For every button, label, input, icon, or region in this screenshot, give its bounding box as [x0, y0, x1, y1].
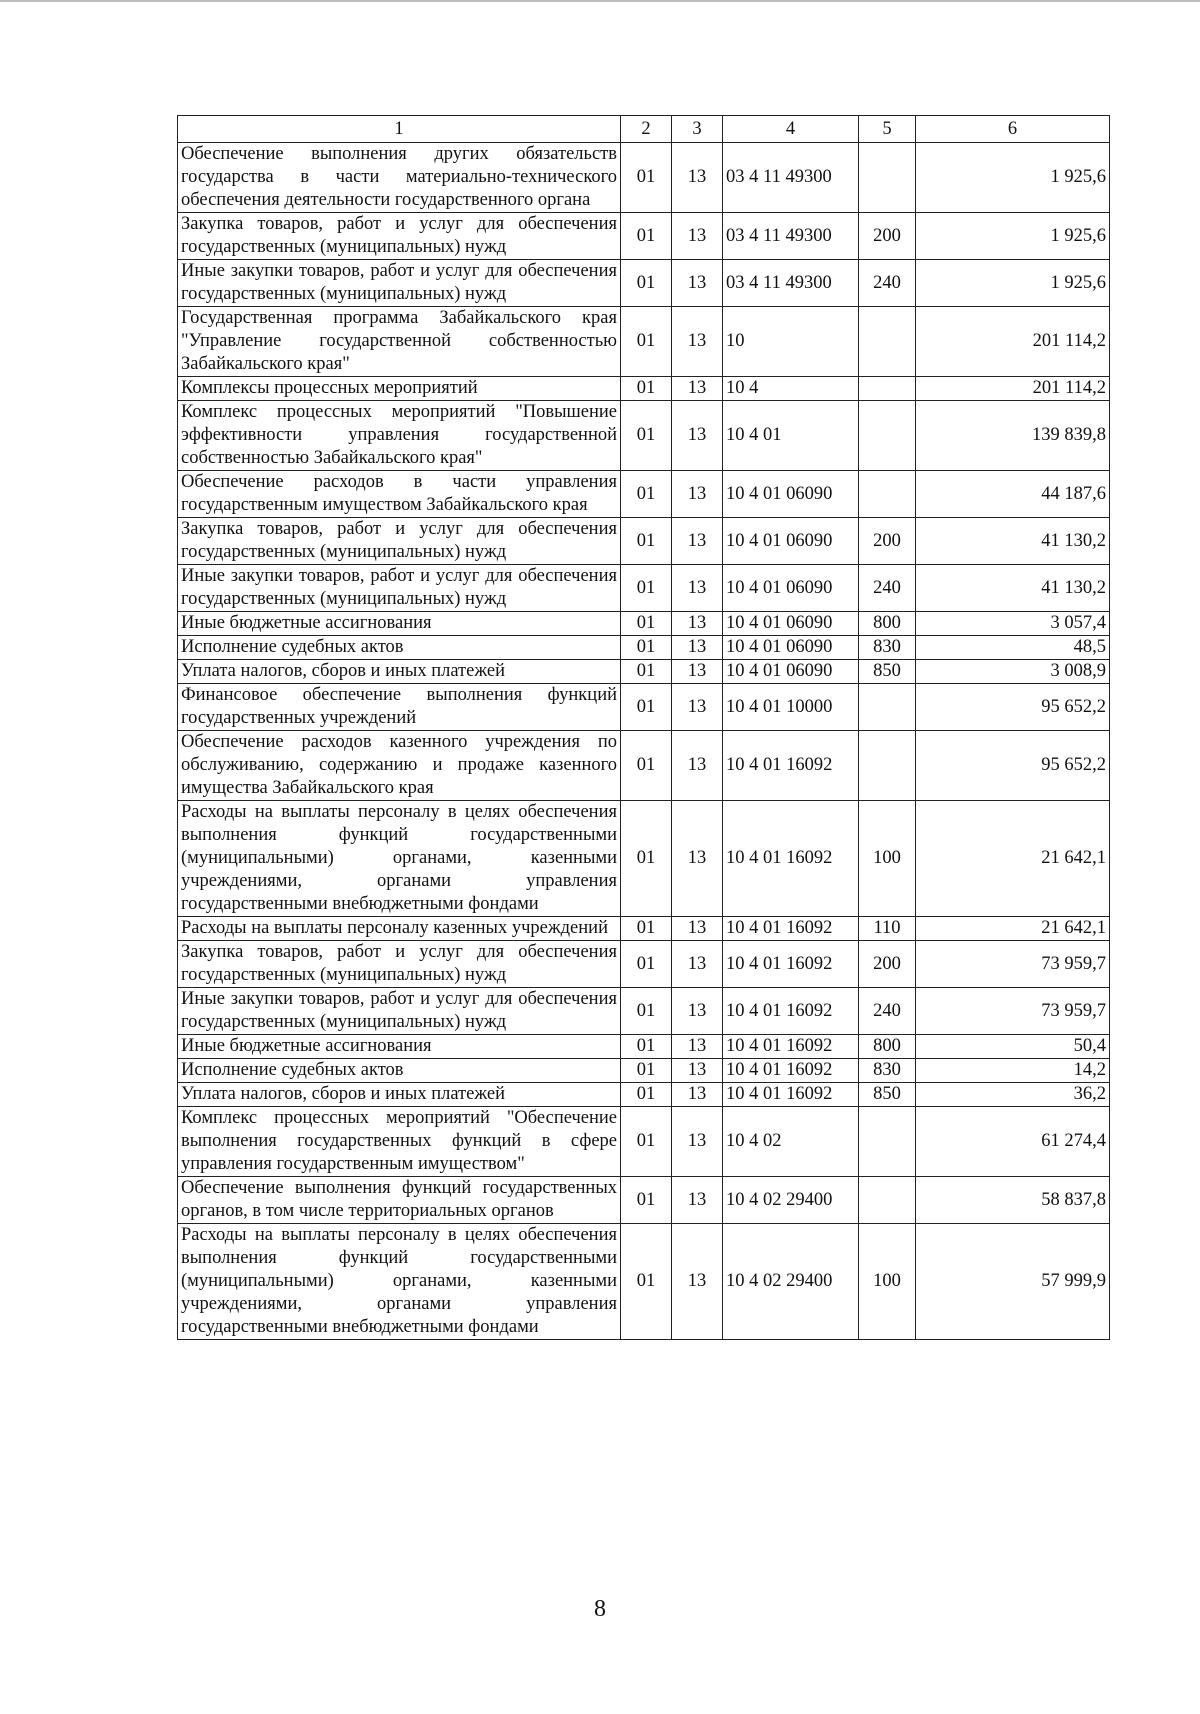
expense-name-cell: Закупка товаров, работ и услуг для обеспечения государственных (муниципальных) нужд [178, 941, 621, 988]
section-code-cell: 01 [621, 612, 672, 636]
section-code-cell: 01 [621, 1035, 672, 1059]
table-row [178, 988, 1110, 1035]
section-code-cell: 01 [621, 307, 672, 377]
expense-type-cell: 830 [859, 636, 916, 660]
column-header: 2 [621, 116, 672, 143]
target-article-cell: 10 4 01 06090 [723, 518, 859, 565]
table-row [178, 260, 1110, 307]
subsection-code-cell: 13 [672, 143, 723, 213]
expense-type-cell: 240 [859, 988, 916, 1035]
target-article-cell: 10 4 01 16092 [723, 1083, 859, 1107]
target-article-cell: 10 4 01 16092 [723, 941, 859, 988]
target-article-cell: 10 4 01 06090 [723, 660, 859, 684]
table-row [178, 660, 1110, 684]
table-body [178, 143, 1110, 1340]
expense-type-cell: 800 [859, 1035, 916, 1059]
table-row [178, 1224, 1110, 1340]
table-row [178, 684, 1110, 731]
expense-type-cell: 200 [859, 518, 916, 565]
subsection-code-cell: 13 [672, 377, 723, 401]
column-header: 4 [723, 116, 859, 143]
expense-name-cell: Комплексы процессных мероприятий [178, 377, 621, 401]
table-row [178, 731, 1110, 801]
target-article-cell: 03 4 11 49300 [723, 260, 859, 307]
amount-cell: 1 925,6 [916, 213, 1110, 260]
expense-name-cell: Исполнение судебных актов [178, 1059, 621, 1083]
amount-cell: 44 187,6 [916, 471, 1110, 518]
target-article-cell: 10 4 01 16092 [723, 1059, 859, 1083]
expense-type-cell [859, 1107, 916, 1177]
section-code-cell: 01 [621, 1177, 672, 1224]
table-row [178, 612, 1110, 636]
subsection-code-cell: 13 [672, 565, 723, 612]
subsection-code-cell: 13 [672, 801, 723, 917]
expense-name-cell: Закупка товаров, работ и услуг для обеспечения государственных (муниципальных) нужд [178, 213, 621, 260]
expense-type-cell [859, 1177, 916, 1224]
table-row [178, 471, 1110, 518]
expense-name-cell: Иные бюджетные ассигнования [178, 612, 621, 636]
expense-type-cell: 200 [859, 213, 916, 260]
amount-cell: 61 274,4 [916, 1107, 1110, 1177]
target-article-cell: 10 4 01 10000 [723, 684, 859, 731]
expense-name-cell: Закупка товаров, работ и услуг для обеспечения государственных (муниципальных) нужд [178, 518, 621, 565]
expense-name-cell: Расходы на выплаты персоналу казенных учреждений [178, 917, 621, 941]
section-code-cell: 01 [621, 1107, 672, 1177]
amount-cell: 1 925,6 [916, 260, 1110, 307]
expense-name-cell: Исполнение судебных актов [178, 636, 621, 660]
section-code-cell: 01 [621, 377, 672, 401]
subsection-code-cell: 13 [672, 1035, 723, 1059]
expense-type-cell: 240 [859, 565, 916, 612]
expense-type-cell: 240 [859, 260, 916, 307]
target-article-cell: 10 4 01 16092 [723, 801, 859, 917]
subsection-code-cell: 13 [672, 260, 723, 307]
target-article-cell: 10 4 01 [723, 401, 859, 471]
amount-cell: 41 130,2 [916, 518, 1110, 565]
expense-name-cell: Комплекс процессных мероприятий "Повышение эффективности управления государственной собственностью Забайкальского края" [178, 401, 621, 471]
table-row [178, 213, 1110, 260]
amount-cell: 48,5 [916, 636, 1110, 660]
subsection-code-cell: 13 [672, 731, 723, 801]
table-row [178, 565, 1110, 612]
amount-cell: 50,4 [916, 1035, 1110, 1059]
subsection-code-cell: 13 [672, 941, 723, 988]
target-article-cell: 10 4 01 06090 [723, 636, 859, 660]
budget-table [177, 115, 1110, 1340]
expense-type-cell: 200 [859, 941, 916, 988]
target-article-cell: 10 4 02 29400 [723, 1177, 859, 1224]
table-row [178, 801, 1110, 917]
table-row [178, 917, 1110, 941]
table-row [178, 1059, 1110, 1083]
subsection-code-cell: 13 [672, 684, 723, 731]
target-article-cell: 10 4 01 16092 [723, 1035, 859, 1059]
target-article-cell: 03 4 11 49300 [723, 213, 859, 260]
expense-type-cell: 110 [859, 917, 916, 941]
expense-type-cell: 850 [859, 660, 916, 684]
section-code-cell: 01 [621, 801, 672, 917]
amount-cell: 1 925,6 [916, 143, 1110, 213]
expense-name-cell: Иные закупки товаров, работ и услуг для обеспечения государственных (муниципальных) нужд [178, 260, 621, 307]
section-code-cell: 01 [621, 143, 672, 213]
table-row [178, 377, 1110, 401]
section-code-cell: 01 [621, 731, 672, 801]
expense-name-cell: Обеспечение выполнения функций государственных органов, в том числе территориальных органов [178, 1177, 621, 1224]
subsection-code-cell: 13 [672, 917, 723, 941]
table-row [178, 518, 1110, 565]
table-row [178, 1107, 1110, 1177]
section-code-cell: 01 [621, 565, 672, 612]
amount-cell: 139 839,8 [916, 401, 1110, 471]
target-article-cell: 10 4 02 [723, 1107, 859, 1177]
target-article-cell: 10 [723, 307, 859, 377]
amount-cell: 41 130,2 [916, 565, 1110, 612]
target-article-cell: 10 4 01 06090 [723, 471, 859, 518]
target-article-cell: 10 4 [723, 377, 859, 401]
expense-name-cell: Уплата налогов, сборов и иных платежей [178, 1083, 621, 1107]
table-row [178, 401, 1110, 471]
section-code-cell: 01 [621, 660, 672, 684]
amount-cell: 14,2 [916, 1059, 1110, 1083]
amount-cell: 73 959,7 [916, 941, 1110, 988]
expense-name-cell: Обеспечение расходов казенного учреждения по обслуживанию, содержанию и продаже казенного имущества Забайкальского края [178, 731, 621, 801]
section-code-cell: 01 [621, 260, 672, 307]
amount-cell: 201 114,2 [916, 377, 1110, 401]
amount-cell: 21 642,1 [916, 801, 1110, 917]
expense-type-cell [859, 684, 916, 731]
table-row [178, 1177, 1110, 1224]
subsection-code-cell: 13 [672, 1107, 723, 1177]
amount-cell: 95 652,2 [916, 684, 1110, 731]
expense-name-cell: Финансовое обеспечение выполнения функций государственных учреждений [178, 684, 621, 731]
column-header: 5 [859, 116, 916, 143]
subsection-code-cell: 13 [672, 518, 723, 565]
subsection-code-cell: 13 [672, 1177, 723, 1224]
section-code-cell: 01 [621, 213, 672, 260]
expense-type-cell [859, 377, 916, 401]
expense-type-cell: 800 [859, 612, 916, 636]
page-number: 8 [594, 1596, 606, 1622]
subsection-code-cell: 13 [672, 1224, 723, 1340]
expense-name-cell: Обеспечение расходов в части управления государственным имуществом Забайкальского края [178, 471, 621, 518]
expense-name-cell: Комплекс процессных мероприятий "Обеспечение выполнения государственных функций в сфере управления государственным имуществом" [178, 1107, 621, 1177]
expense-name-cell: Государственная программа Забайкальского края "Управление государственной собственностью Забайкальского края" [178, 307, 621, 377]
amount-cell: 57 999,9 [916, 1224, 1110, 1340]
expense-name-cell: Иные закупки товаров, работ и услуг для обеспечения государственных (муниципальных) нужд [178, 988, 621, 1035]
section-code-cell: 01 [621, 684, 672, 731]
column-header: 6 [916, 116, 1110, 143]
subsection-code-cell: 13 [672, 471, 723, 518]
column-header: 1 [178, 116, 621, 143]
amount-cell: 3 008,9 [916, 660, 1110, 684]
section-code-cell: 01 [621, 988, 672, 1035]
expense-type-cell: 100 [859, 1224, 916, 1340]
expense-name-cell: Уплата налогов, сборов и иных платежей [178, 660, 621, 684]
expense-name-cell: Обеспечение выполнения других обязательств государства в части материально-технического обеспечения деятельности государственного органа [178, 143, 621, 213]
page-top-edge [0, 0, 1200, 2]
table-row [178, 1083, 1110, 1107]
subsection-code-cell: 13 [672, 213, 723, 260]
expense-name-cell: Расходы на выплаты персоналу в целях обеспечения выполнения функций государственными (муниципальными) органами, казенными учреждениями, органами управления государственными внебюджетными фондами [178, 1224, 621, 1340]
section-code-cell: 01 [621, 518, 672, 565]
table-row [178, 307, 1110, 377]
expense-type-cell: 850 [859, 1083, 916, 1107]
subsection-code-cell: 13 [672, 660, 723, 684]
expense-type-cell [859, 731, 916, 801]
amount-cell: 58 837,8 [916, 1177, 1110, 1224]
subsection-code-cell: 13 [672, 612, 723, 636]
target-article-cell: 10 4 01 16092 [723, 988, 859, 1035]
target-article-cell: 10 4 01 06090 [723, 565, 859, 612]
section-code-cell: 01 [621, 1083, 672, 1107]
section-code-cell: 01 [621, 1059, 672, 1083]
expense-type-cell [859, 401, 916, 471]
table-row [178, 143, 1110, 213]
expense-type-cell: 830 [859, 1059, 916, 1083]
subsection-code-cell: 13 [672, 988, 723, 1035]
target-article-cell: 03 4 11 49300 [723, 143, 859, 213]
expense-name-cell: Иные бюджетные ассигнования [178, 1035, 621, 1059]
section-code-cell: 01 [621, 1224, 672, 1340]
expense-type-cell [859, 471, 916, 518]
subsection-code-cell: 13 [672, 1059, 723, 1083]
amount-cell: 73 959,7 [916, 988, 1110, 1035]
amount-cell: 95 652,2 [916, 731, 1110, 801]
amount-cell: 3 057,4 [916, 612, 1110, 636]
table-row [178, 1035, 1110, 1059]
amount-cell: 201 114,2 [916, 307, 1110, 377]
table-header-row [178, 116, 1110, 143]
target-article-cell: 10 4 01 16092 [723, 917, 859, 941]
expense-name-cell: Расходы на выплаты персоналу в целях обеспечения выполнения функций государственными (муниципальными) органами, казенными учреждениями, органами управления государственными внебюджетными фондами [178, 801, 621, 917]
column-header: 3 [672, 116, 723, 143]
section-code-cell: 01 [621, 941, 672, 988]
subsection-code-cell: 13 [672, 636, 723, 660]
target-article-cell: 10 4 01 16092 [723, 731, 859, 801]
target-article-cell: 10 4 01 06090 [723, 612, 859, 636]
target-article-cell: 10 4 02 29400 [723, 1224, 859, 1340]
table-row [178, 941, 1110, 988]
subsection-code-cell: 13 [672, 307, 723, 377]
section-code-cell: 01 [621, 471, 672, 518]
amount-cell: 36,2 [916, 1083, 1110, 1107]
section-code-cell: 01 [621, 917, 672, 941]
expense-type-cell [859, 143, 916, 213]
expense-name-cell: Иные закупки товаров, работ и услуг для обеспечения государственных (муниципальных) нужд [178, 565, 621, 612]
expense-type-cell [859, 307, 916, 377]
section-code-cell: 01 [621, 636, 672, 660]
amount-cell: 21 642,1 [916, 917, 1110, 941]
subsection-code-cell: 13 [672, 1083, 723, 1107]
table-row [178, 636, 1110, 660]
section-code-cell: 01 [621, 401, 672, 471]
subsection-code-cell: 13 [672, 401, 723, 471]
expense-type-cell: 100 [859, 801, 916, 917]
